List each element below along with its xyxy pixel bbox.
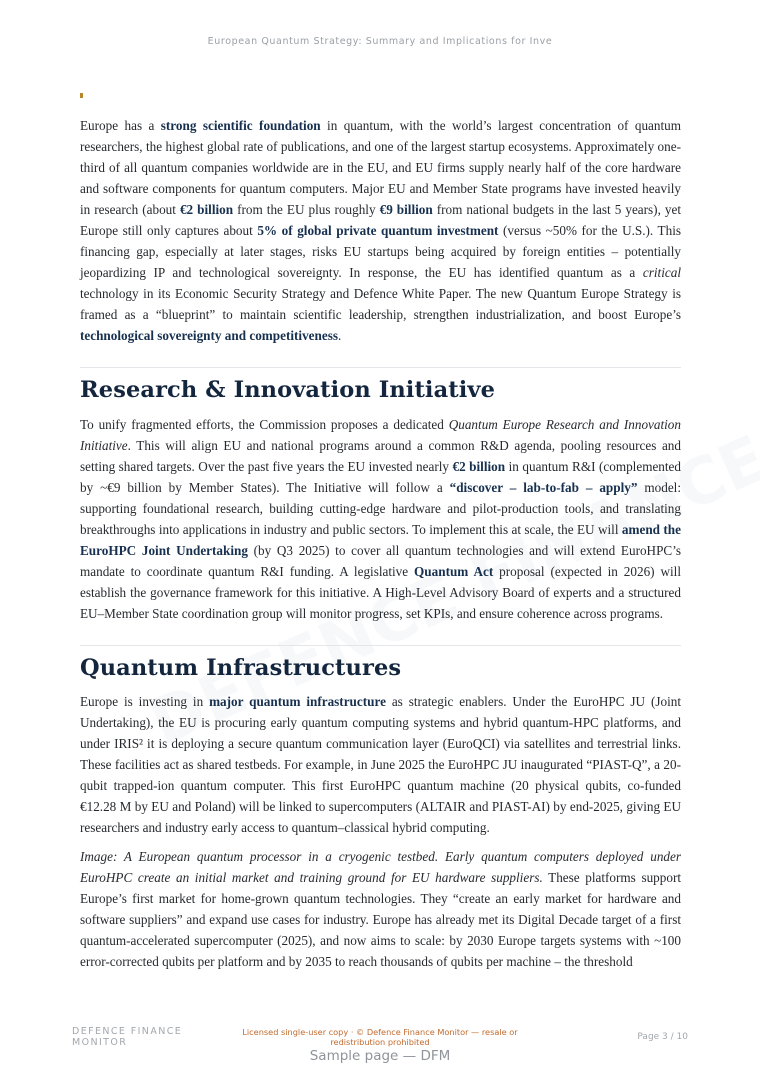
emphasis: €2 billion — [452, 459, 506, 474]
running-header: European Quantum Strategy: Summary and Implications for Inve — [207, 36, 553, 47]
italic-term: critical — [642, 265, 681, 280]
emphasis: strong scientific foundation — [160, 118, 321, 133]
emphasis: major quantum infrastructure — [209, 694, 386, 709]
intro-paragraph: Europe has a strong scientific foundation in quantum, with the world’s largest concentration of quantum researchers, the highest global rate of publications, and one of the largest startup ecosystems. Approximately one-third of all quantum companies worldwide are in the EU, and EU firms supply nearly half of the core hardware and software components for quantum computers. Major EU and Member State programs have invested heavily in research (about €2 billion from the EU plus roughly €9 billion from national budgets in the last 5 years), yet Europe still only captures about 5% of global private quantum investment (versus ~50% for the U.S.). This financing gap, especially at later stages, risks EU startups being acquired by foreign entities – potentially jeopardizing IP and technological sovereignty. In response, the EU has identified quantum as a critical technology in its Economic Security Strategy and Defence White Paper. The new Quantum Europe Strategy is framed as a “blueprint” to maintain scientific leadership, strengthen industrialization, and boost Europe’s technological sovereignty and competitiveness. — [80, 118, 682, 343]
image-caption-paragraph: Image: A European quantum processor in a cryogenic testbed. Early quantum computers deployed under EuroHPC create an initial market and training ground for EU hardware suppliers. These platforms support Europe’s first market for home-grown quantum technologies. They “create an early market for hardware and software suppliers” and expand use cases for industry. Europe has already met its Digital Decade target of a first quantum-accelerated supercomputer (2025), and now aims to scale: by 2030 Europe targets systems with ~100 error-corrected qubits per platform and by 2035 to reach thousands of qubits per machine – the threshold — [80, 849, 682, 969]
image-caption: Image: A European quantum processor in a cryogenic testbed. Early quantum computers deployed under EuroHPC create an initial market and training ground for EU hardware suppliers. — [80, 849, 681, 885]
emphasis: technological sovereignty and competitiveness — [80, 328, 338, 343]
emphasis: amend the EuroHPC Joint Undertaking — [80, 522, 681, 558]
section-divider — [80, 645, 681, 646]
sample-page-note: Sample page — DFM — [309, 1048, 451, 1064]
emphasis: €9 billion — [379, 202, 433, 217]
section-paragraph: Europe is investing in major quantum infrastructure as strategic enablers. Under the EuroHPC JU (Joint Undertaking), the EU is procuring early quantum computing systems and hybrid quantum-HPC platforms, and under IRIS² it is deploying a secure quantum communication layer (EuroQCI) via satellites and terrestrial links. These facilities act as shared testbeds. For example, in June 2025 the EuroHPC JU inaugurated “PIAST-Q”, a 20-qubit trapped-ion quantum computer. This first EuroHPC quantum machine (20 physical qubits, co-funded €12.28 M by EU and Poland) will be linked to supercomputers (ALTAIR and PIAST-AI) by end-2025, giving EU researchers and industry early access to quantum–classical hybrid computing. — [80, 694, 681, 835]
emphasis: “discover – lab-to-fab – apply” — [449, 480, 638, 495]
license-notice: Licensed single-user copy · © Defence Finance Monitor — resale or redistribution prohibited — [242, 1027, 518, 1047]
emphasis: 5% of global private quantum investment — [257, 223, 499, 238]
document-body — [80, 115, 681, 972]
section-divider — [80, 367, 681, 368]
page-number: Page 3 / 10 — [637, 1032, 688, 1042]
section-paragraph: To unify fragmented efforts, the Commission proposes a dedicated Quantum Europe Research and Innovation Initiative. This will align EU and national programs around a common R&D agenda, pooling resources and setting shared targets. Over the past five years the EU invested nearly €2 billion in quantum R&I (complemented by ~€9 billion by Member States). The Initiative will follow a “discover – lab-to-fab – apply” model: supporting foundational research, building cutting-edge hardware and pilot-production tools, and translating breakthroughs into applications in industry and public sectors. To implement this at scale, the EU will amend the EuroHPC Joint Undertaking (by Q3 2025) to cover all quantum technologies and will extend EuroHPC’s mandate to coordinate quantum R&I funding. A legislative Quantum Act proposal (expected in 2026) will establish the governance framework for this initiative. A High-Level Advisory Board of experts and a structured EU–Member State coordination group will monitor progress, set KPIs, and ensure coherence across programs. — [80, 417, 682, 621]
emphasis: €2 billion — [179, 202, 234, 217]
section-heading: Research & Innovation Initiative — [80, 377, 495, 403]
italic-term: Quantum Europe Research and Innovation Initiative — [80, 417, 681, 453]
accent-mark — [80, 93, 83, 98]
footer-brand: DEFENCE FINANCE MONITOR — [72, 1026, 183, 1048]
section-heading: Quantum Infrastructures — [80, 655, 402, 681]
emphasis: Quantum Act — [414, 564, 494, 579]
